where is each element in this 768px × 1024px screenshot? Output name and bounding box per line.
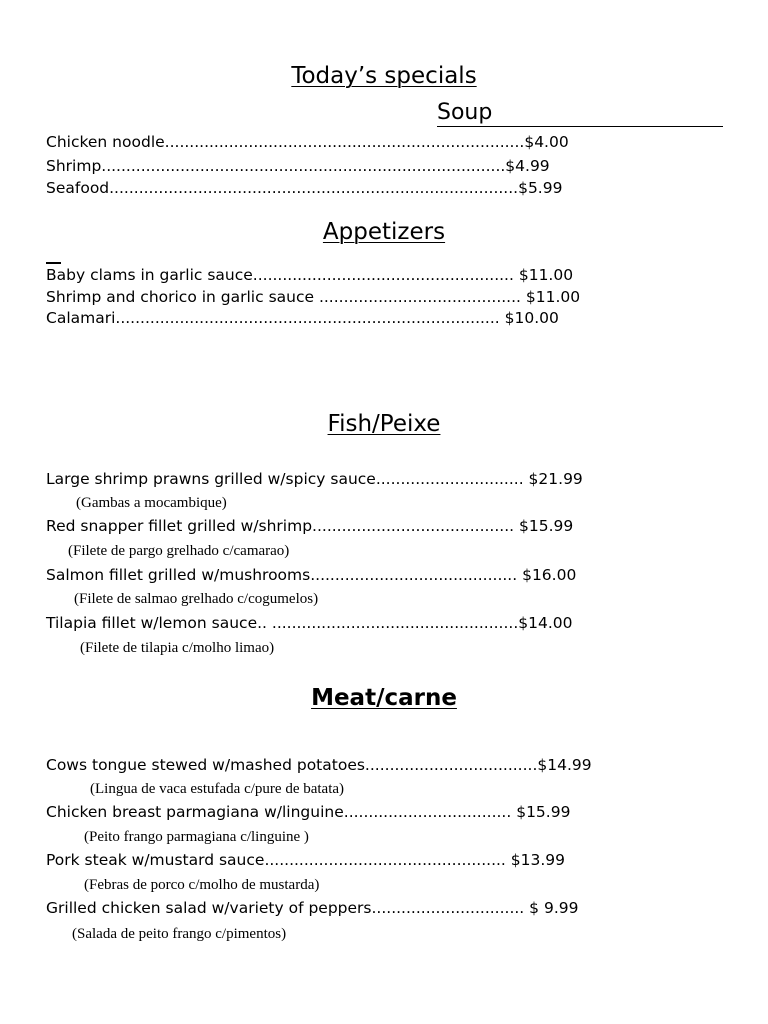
appetizers-heading: Appetizers (322, 219, 446, 245)
meat-item-name: Cows tongue stewed w/mashed potatoes...................................$14.99 (46, 756, 592, 774)
page-title: Today’s specials (291, 63, 477, 89)
meat-item-translation: (Salada de peito frango c/pimentos) (72, 926, 287, 942)
soup-heading: Soup (437, 99, 723, 127)
meat-heading: Meat/carne (311, 685, 457, 711)
meat-item-name: Chicken breast parmagiana w/linguine.................................. $15.99 (46, 803, 571, 821)
overbar-mark (46, 262, 61, 264)
meat-item-name: Pork steak w/mustard sauce................................................. $13.99 (46, 851, 566, 869)
soup-item-shrimp: Shrimp..................................................................................$4.99 (46, 157, 550, 175)
meat-item-name: Grilled chicken salad w/variety of peppers............................... $ 9.99 (46, 899, 579, 917)
fish-item-name: Tilapia fillet w/lemon sauce.. ..................................................$14.00 (46, 614, 573, 632)
fish-heading: Fish/Peixe (327, 411, 441, 437)
fish-item-translation: (Filete de pargo grelhado c/camarao) (68, 543, 290, 559)
soup-item-seafood: Seafood...................................................................................$5.99 (46, 179, 563, 197)
fish-item-translation: (Filete de tilapia c/molho limao) (80, 640, 275, 656)
appetizer-item-baby-clams: Baby clams in garlic sauce..................................................... $11.00 (46, 266, 574, 284)
soup-item-chicken-noodle: Chicken noodle.........................................................................$4.00 (46, 133, 569, 151)
appetizer-item-calamari: Calamari.............................................................................. $10.00 (46, 309, 559, 327)
appetizer-item-shrimp-chorico: Shrimp and chorico in garlic sauce ......................................... $11.00 (46, 288, 581, 306)
fish-item-translation: (Gambas a mocambique) (76, 495, 227, 511)
fish-item-translation: (Filete de salmao grelhado c/cogumelos) (74, 591, 319, 607)
meat-item-translation: (Lingua de vaca estufada c/pure de batata) (90, 781, 345, 797)
meat-item-translation: (Febras de porco c/molho de mustarda) (84, 877, 320, 893)
fish-item-name: Red snapper fillet grilled w/shrimp......................................... $15.99 (46, 517, 574, 535)
fish-item-name: Salmon fillet grilled w/mushrooms.......................................... $16.00 (46, 566, 577, 584)
fish-item-name: Large shrimp prawns grilled w/spicy sauce.............................. $21.99 (46, 470, 583, 488)
meat-item-translation: (Peito frango parmagiana c/linguine ) (84, 829, 309, 845)
